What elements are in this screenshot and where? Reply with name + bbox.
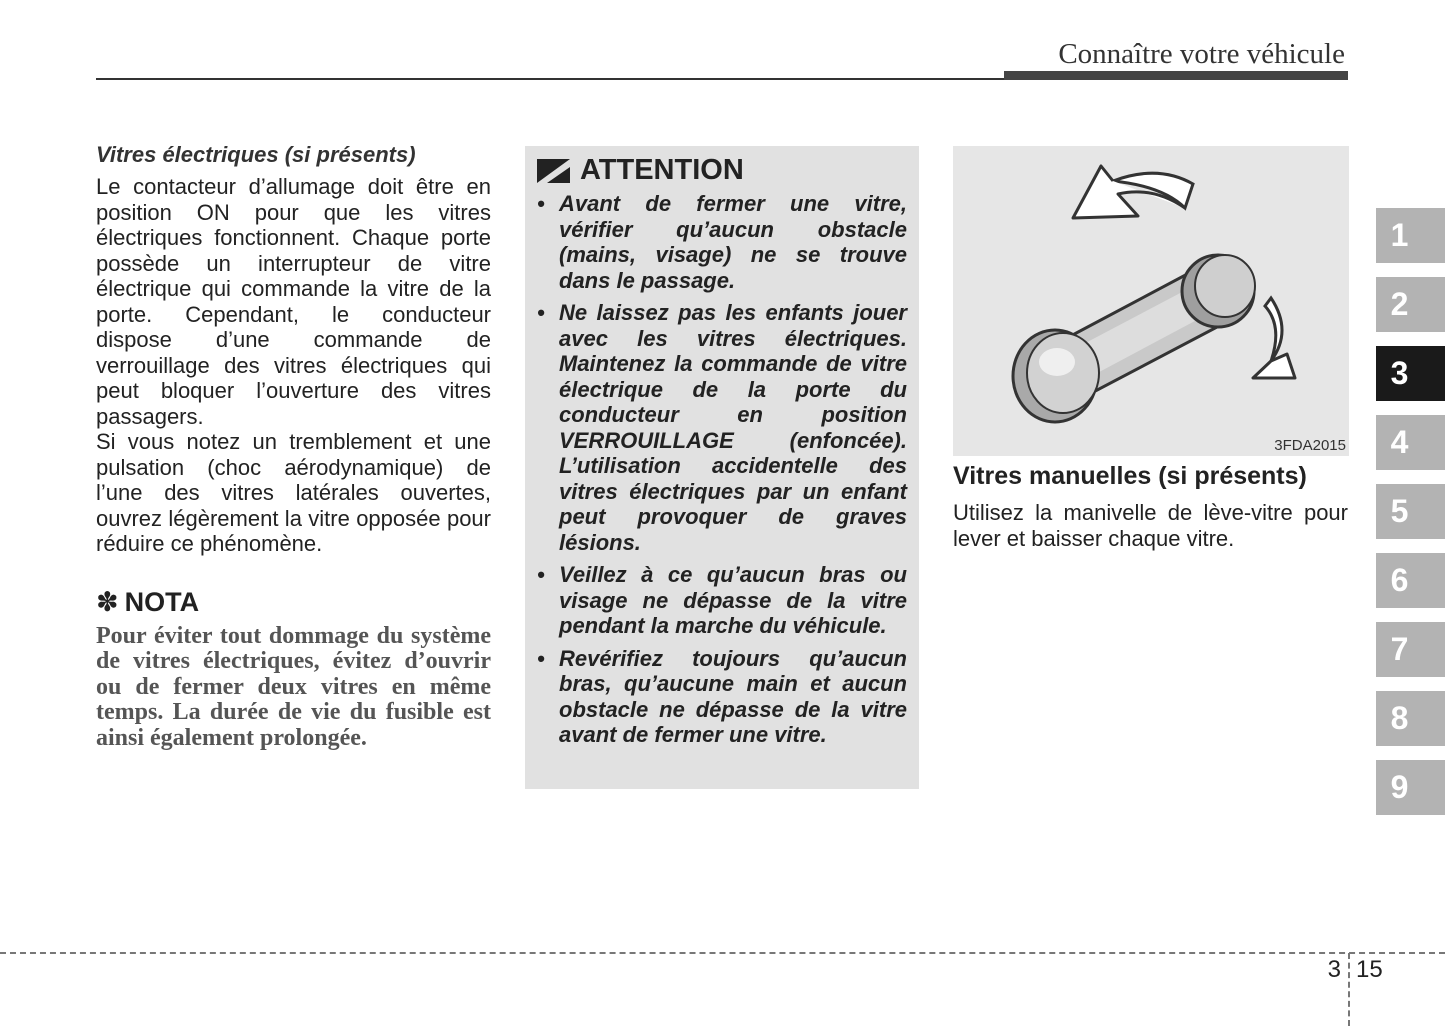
list-item: • Avant de fermer une vitre, vérifier qu’aucun obstacle (mains, visage) ne se trouve dans le passage.	[537, 191, 907, 293]
power-windows-subtitle: Vitres électriques (si présents)	[96, 142, 416, 167]
chapter-tab-5[interactable]: 5	[1376, 484, 1445, 539]
chapter-tab-9[interactable]: 9	[1376, 760, 1445, 815]
footer-page-number: 15	[1356, 956, 1383, 983]
footer-page-divider	[1348, 953, 1350, 1026]
attention-box	[525, 146, 919, 789]
manual-windows-text: Utilisez la manivelle de lève-vitre pour lever et baisser chaque vitre.	[953, 500, 1348, 551]
header-rule	[96, 78, 1006, 80]
window-crank-drawing	[953, 146, 1349, 456]
header-rule-bar	[1004, 71, 1348, 80]
chapter-tab-8[interactable]: 8	[1376, 691, 1445, 746]
footer-divider	[0, 952, 1445, 954]
list-item: • Ne laissez pas les enfants jouer avec les vitres électriques. Maintenez la commande de vitre électrique de la porte du conducteur en position VERROUILLAGE (enfoncée). L’utilisation accidentelle des vitres électriques par un enfant peut provoquer de graves lésions.	[537, 300, 907, 555]
right-column	[953, 462, 1348, 551]
running-header: Connaître votre véhicule	[1058, 38, 1345, 70]
manual-windows-title: Vitres manuelles (si présents)	[953, 462, 1307, 490]
chapter-tab-3[interactable]: 3	[1376, 346, 1445, 401]
chapter-tab-7[interactable]: 7	[1376, 622, 1445, 677]
chapter-tab-4[interactable]: 4	[1376, 415, 1445, 470]
list-item: • Veillez à ce qu’aucun bras ou visage ne dépasse de la vitre pendant la marche du véhicule.	[537, 562, 907, 638]
chapter-tabs	[1376, 208, 1445, 829]
bullet: •	[537, 191, 545, 216]
nota-label: NOTA	[124, 586, 200, 617]
bullet: •	[537, 562, 545, 587]
attention-label: ATTENTION	[580, 154, 744, 186]
footer-chapter-number: 3	[1327, 956, 1341, 983]
nota-heading	[96, 587, 491, 618]
left-column	[96, 142, 491, 751]
bullet: •	[537, 300, 545, 325]
attention-heading	[537, 154, 907, 187]
nota-text: Pour éviter tout dommage du système de vitres électriques, évitez d’ouvrir ou de fermer deux vitres en même temps. La durée de vie du fusible est ainsi également prolongée.	[96, 622, 491, 751]
list-item: • Revérifiez toujours qu’aucun bras, qu’aucune main et aucun obstacle ne dépasse de la vitre avant de fermer une vitre.	[537, 645, 907, 747]
chapter-tab-6[interactable]: 6	[1376, 553, 1445, 608]
chapter-tab-1[interactable]: 1	[1376, 208, 1445, 263]
window-crank-illustration	[953, 146, 1349, 456]
figure-code: 3FDA2015	[1274, 437, 1346, 454]
asterisk-icon: ✽	[96, 586, 119, 617]
attention-list	[537, 191, 907, 748]
power-windows-paragraph-1: Le contacteur d’allumage doit être en position ON pour que les vitres électriques fonctionnent. Chaque porte possède un interrupteur de vitre électrique qui commande la vitre de la porte. Cependant, le conducteur dispose d’une commande de verrouillage des vitres électriques qui peut bloquer l’ouverture des vitres passagers.	[96, 174, 491, 429]
bullet: •	[537, 645, 545, 671]
power-windows-paragraph-2: Si vous notez un tremblement et une pulsation (choc aérodynamique) de l’une des vitres latérales ouvertes, ouvrez légèrement la vitre opposée pour réduire ce phénomène.	[96, 429, 491, 556]
chapter-tab-2[interactable]: 2	[1376, 277, 1445, 332]
warning-icon	[537, 159, 570, 183]
